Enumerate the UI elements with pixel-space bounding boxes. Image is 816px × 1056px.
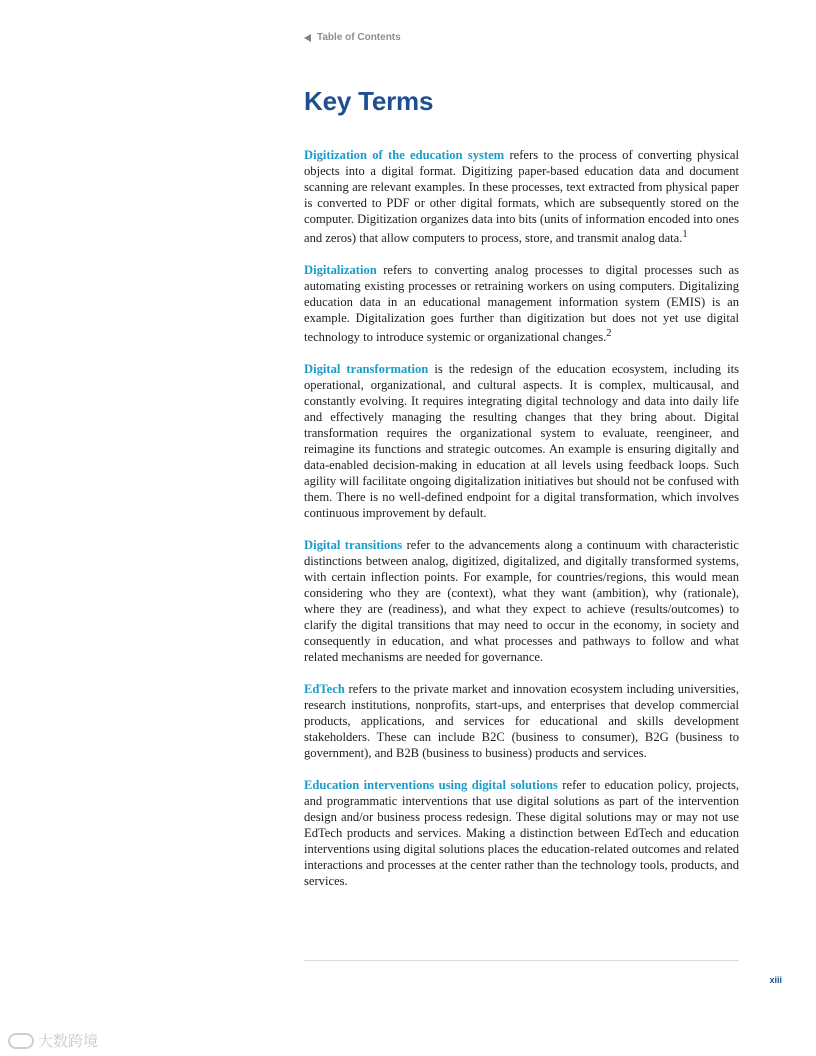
footer-divider [304, 960, 739, 961]
term-definition [304, 681, 739, 761]
term-definition [304, 147, 739, 246]
page-number: xiii [769, 975, 782, 985]
term-text: refer to the advancements along a continuum with characteristic distinctions between analog, digitized, digitalized, and digitally transformed systems, with certain inflection points. For example, for countries/regions, this would mean considering who they are (context), what they want (ambition), why (rationale), where they are (readiness), and what they expect to achieve (results/outcomes) to clarify the digital transitions that may need to occur in the economy, in society and consequently in education, and what processes and pathways to follow and what related mechanisms are needed for governance. [304, 538, 739, 665]
term-name: Digital transformation [304, 362, 429, 377]
watermark-logo-icon [8, 1033, 34, 1049]
term-text: refers to the process of converting physical objects into a digital format. Digitizing paper-based education data and document scanning are relevant examples. In these processes, text extracted from physical paper is converted to PDF or other digital formats, which are subsequently stored on the computer. Digitization organizes data into bits (units of information encoded into ones and zeros) that allow computers to process, store, and transmit analog data. [304, 148, 740, 246]
term-name: EdTech [304, 682, 345, 697]
term-text: is the redesign of the education ecosystem, including its operational, organizational, and cultural aspects. It is complex, multicausal, and constantly evolving. It requires integrating digital technology and data into daily life and effectively managing the resulting changes that they bring about. Digital transformation requires the organizational system to evaluate, reengineer, and reimagine its functions and strategic outcomes. An example is ensuring digitally and data-enabled decision-making in education at all levels using feedback loops. Such agility will facilitate ongoing digitalization initiatives but should not be confused with them. There is no well-defined endpoint for a digital transformation, which involves continuous improvement by default. [304, 362, 740, 521]
term-definition [304, 361, 739, 521]
term-definition [304, 537, 739, 665]
term-definition [304, 262, 739, 345]
footnote-ref[interactable]: 1 [682, 229, 688, 240]
term-name: Digital transitions [304, 538, 403, 553]
term-name: Education interventions using digital solutions [304, 778, 558, 793]
toc-label: Table of Contents [317, 32, 401, 43]
table-of-contents-link[interactable] [304, 32, 401, 43]
term-text: refer to education policy, projects, and programmatic interventions that use digital solutions as part of the intervention design and/or business process redesign. These digital solutions may or may not use EdTech products and services. Making a distinction between EdTech and education interventions using digital solutions places the education-related outcomes and related interactions and processes at the center rather than the technology tools, products, and services. [304, 778, 740, 889]
term-definition [304, 777, 739, 889]
term-name: Digitization of the education system [304, 148, 505, 162]
back-triangle-icon [304, 34, 311, 42]
watermark-text: 大数跨境 [38, 1032, 99, 1050]
watermark [8, 1030, 98, 1051]
page-title: Key Terms [304, 86, 434, 116]
key-terms-list [304, 147, 739, 905]
term-text: refers to the private market and innovation ecosystem including universities, research institutions, nonprofits, start-ups, and enterprises that develop commercial products, applications, and services for educational and skills development stakeholders. These can include B2C (business to consumer), B2G (business to government), and B2B (business to business) products and services. [304, 682, 739, 761]
term-text: refers to converting analog processes to digital processes such as automating existing processes or retraining workers on using computers. Digitalizing education data in an educational management information system (EMIS) is an example. Digitalization goes further than digitization but does not yet use digital technology to introduce systemic or organizational changes. [304, 263, 739, 345]
footnote-ref[interactable]: 2 [606, 328, 612, 340]
term-name: Digitalization [304, 263, 377, 278]
